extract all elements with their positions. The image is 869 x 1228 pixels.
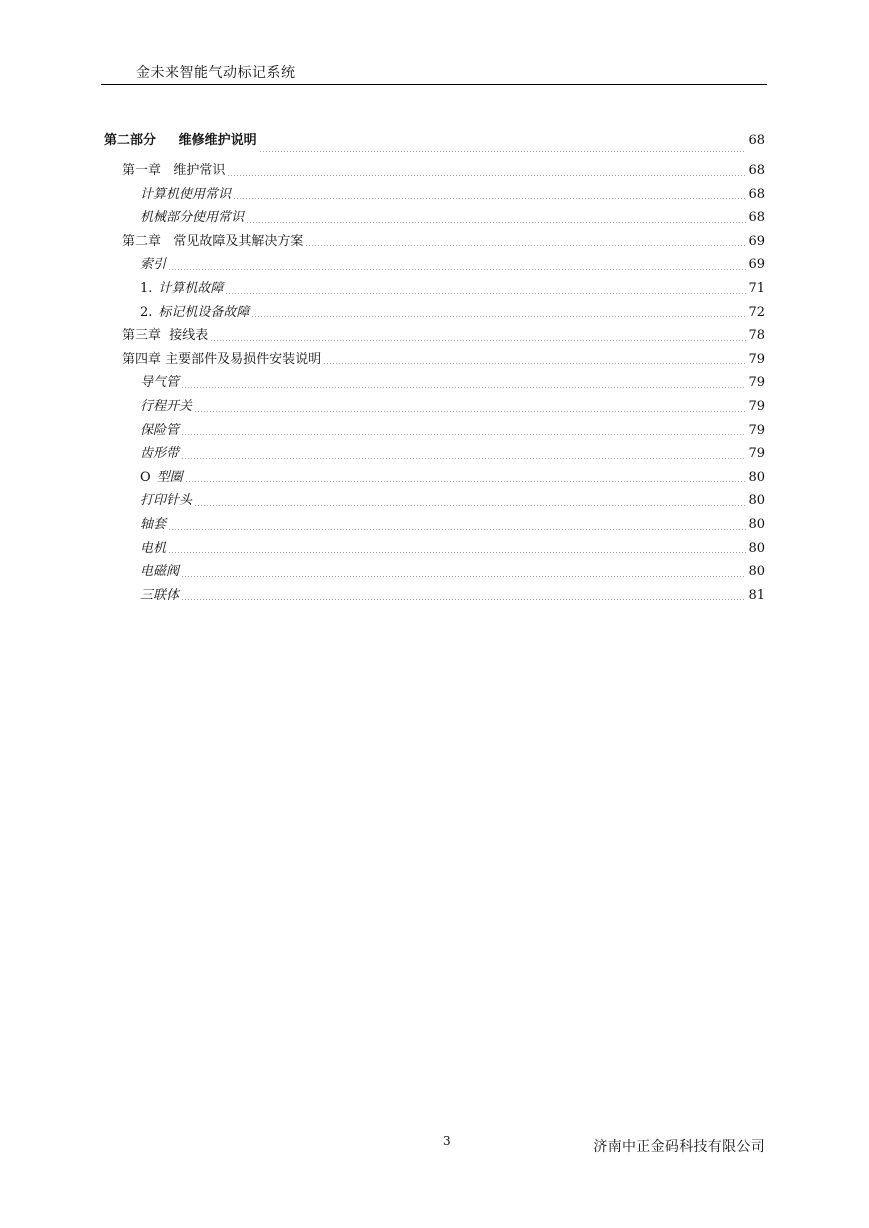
toc-entry-page: 79 <box>748 446 765 462</box>
toc-dot-leader <box>181 458 746 459</box>
toc-entry-page: 79 <box>748 351 765 367</box>
table-of-contents <box>104 129 765 607</box>
toc-entry-label: 机械部分使用常识 <box>140 210 245 226</box>
toc-dot-leader <box>194 411 746 412</box>
toc-entry[interactable] <box>104 230 765 254</box>
toc-entry-page: 69 <box>748 233 765 249</box>
toc-entry-label: 索引 <box>140 257 167 273</box>
header-divider <box>101 84 767 85</box>
toc-entry-page: 80 <box>748 540 765 556</box>
toc-entry-label: 标记机设备故障 <box>158 304 250 320</box>
toc-entry-label: 打印针头 <box>140 493 193 509</box>
toc-entry-label: 行程开关 <box>140 398 193 414</box>
toc-entry[interactable] <box>104 348 765 372</box>
toc-entry-page: 68 <box>748 133 765 148</box>
toc-dot-leader <box>225 293 746 294</box>
toc-entry-page: 80 <box>748 564 765 580</box>
toc-entry[interactable] <box>104 537 765 561</box>
toc-entry[interactable] <box>104 419 765 443</box>
toc-entry-number: 2. <box>140 304 153 320</box>
toc-entry[interactable] <box>104 253 765 277</box>
toc-entry-page: 68 <box>748 163 765 178</box>
toc-entry[interactable] <box>104 206 765 230</box>
toc-entry[interactable] <box>104 324 765 348</box>
toc-dot-leader <box>185 481 747 482</box>
toc-dot-leader <box>181 434 746 435</box>
toc-entry-label: 电机 <box>140 540 167 556</box>
toc-entry[interactable] <box>104 466 765 490</box>
toc-entry[interactable] <box>104 513 765 537</box>
toc-entry-label: 型圈 <box>156 469 183 485</box>
toc-dot-leader <box>251 316 746 317</box>
toc-entry[interactable] <box>104 560 765 584</box>
toc-entry-label: 保险管 <box>140 422 180 438</box>
toc-entry-label: 第二章 常见故障及其解决方案 <box>122 233 304 249</box>
toc-dot-leader <box>259 151 747 152</box>
toc-dot-leader <box>210 340 746 341</box>
toc-dot-leader <box>194 505 746 506</box>
toc-entry-page: 72 <box>748 304 765 320</box>
toc-dot-leader <box>168 529 746 530</box>
toc-entry-page: 78 <box>748 328 765 344</box>
toc-entry-label: 计算机故障 <box>158 280 224 296</box>
toc-entry-number: O <box>140 469 151 485</box>
toc-entry-page: 79 <box>748 398 765 414</box>
toc-entry-label: 第一章 维护常识 <box>122 163 226 178</box>
toc-dot-leader <box>233 198 746 199</box>
toc-entry-page: 79 <box>748 422 765 438</box>
toc-entry-page: 68 <box>748 210 765 226</box>
toc-entry-page: 71 <box>748 280 765 296</box>
toc-entry-label: 第三章 接线表 <box>122 328 209 344</box>
toc-entry-label: 齿形带 <box>140 446 180 462</box>
toc-entry-number: 1. <box>140 280 153 296</box>
toc-entry-label: 导气管 <box>140 375 180 391</box>
toc-entry-page: 79 <box>748 375 765 391</box>
toc-entry-label: 轴套 <box>140 516 167 532</box>
toc-entry[interactable] <box>104 129 765 159</box>
toc-entry-label: 电磁阀 <box>140 564 180 580</box>
toc-entry[interactable] <box>104 442 765 466</box>
toc-entry[interactable] <box>104 395 765 419</box>
toc-dot-leader <box>323 363 746 364</box>
toc-entry-page: 80 <box>748 469 765 485</box>
toc-entry-page: 68 <box>748 186 765 202</box>
toc-entry[interactable] <box>104 489 765 513</box>
toc-entry[interactable] <box>104 159 765 183</box>
page-number: 3 <box>443 1134 451 1148</box>
toc-entry-page: 81 <box>748 587 765 603</box>
toc-dot-leader <box>181 387 746 388</box>
document-header-title: 金未来智能气动标记系统 <box>136 65 296 81</box>
toc-entry[interactable] <box>104 301 765 325</box>
toc-dot-leader <box>181 576 746 577</box>
toc-entry[interactable] <box>104 277 765 301</box>
toc-entry-page: 80 <box>748 493 765 509</box>
toc-entry-label: 三联体 <box>140 587 180 603</box>
toc-dot-leader <box>305 245 746 246</box>
toc-entry-label: 第二部分 维修维护说明 <box>104 133 257 148</box>
toc-dot-leader <box>227 175 746 176</box>
toc-entry-page: 69 <box>748 257 765 273</box>
toc-dot-leader <box>246 222 746 223</box>
toc-entry-label: 第四章 主要部件及易损件安装说明 <box>122 351 322 367</box>
toc-dot-leader <box>168 552 746 553</box>
toc-entry[interactable] <box>104 584 765 608</box>
toc-dot-leader <box>168 269 746 270</box>
toc-entry-page: 80 <box>748 516 765 532</box>
toc-entry[interactable] <box>104 183 765 207</box>
toc-entry-label: 计算机使用常识 <box>140 186 232 202</box>
toc-entry[interactable] <box>104 371 765 395</box>
toc-dot-leader <box>181 599 746 600</box>
company-name: 济南中正金码科技有限公司 <box>593 1139 765 1155</box>
